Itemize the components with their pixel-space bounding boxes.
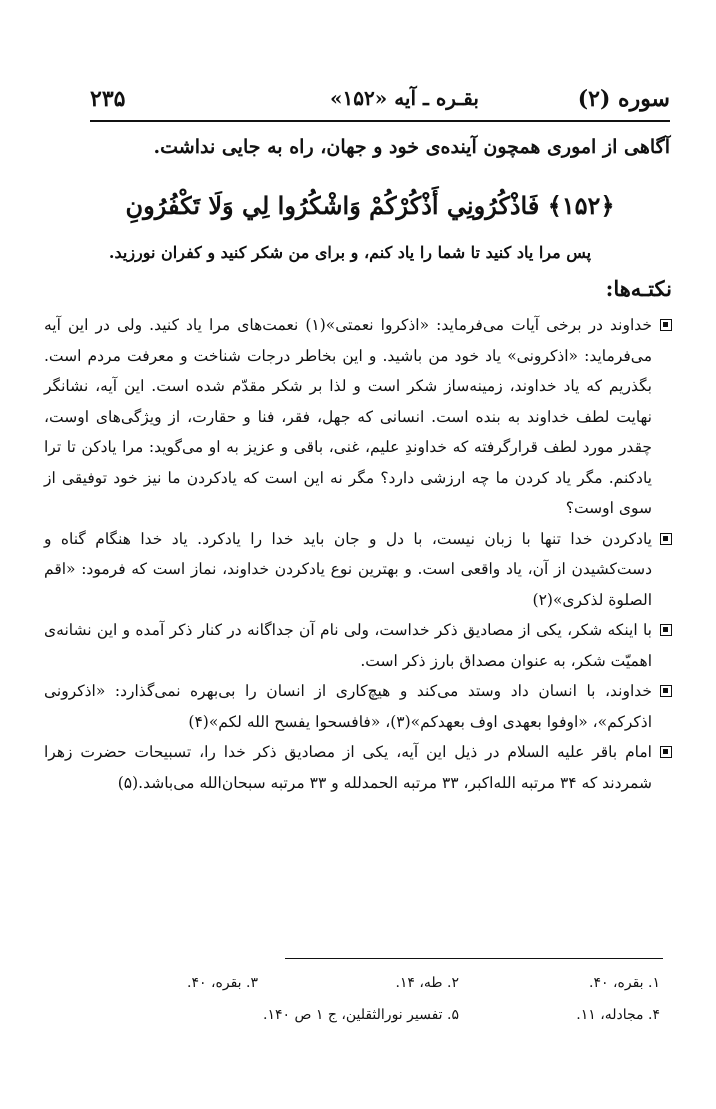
footnote-row: [60, 999, 660, 1031]
note-item: [44, 737, 672, 798]
note-item: [44, 524, 672, 616]
notes-list: [44, 310, 672, 798]
footnote: ۱. بقره، ۴۰.: [589, 975, 660, 991]
surah-title: سوره (۲): [577, 86, 670, 112]
footnote-row: [60, 967, 660, 999]
square-bullet-icon: [660, 533, 672, 545]
page-number: ۲۳۵: [90, 86, 126, 112]
footnotes: [60, 967, 660, 1031]
note-text: امام باقر علیه السلام در ذیل این آیه، یکی از مصادیق ذکر خدا را، تسبیحات حضرت زهرا شمردند که ۳۴ مرتبه الله‌اكبر، ۳۳ مرتبه الحمدلله و ۳۳ مرتبه سبحان‌الله می‌باشد.(۵): [44, 743, 652, 792]
note-text: یادکردن خدا تنها با زبان نیست، با دل و جان باید خدا را یادکرد. یاد خدا هنگام گناه و دست‌کشیدن از آن، یاد واقعی است. و بهترین نوع یادکردن خداوند، نماز است که فرمود: «اقم الصلوة لذكری»(۲): [44, 529, 652, 609]
section-label: بقـره ـ آیه «۱۵۲»: [330, 86, 479, 110]
note-item: [44, 310, 672, 524]
note-text: خداوند، با انسان داد وستد می‌کند و هیچ‌کاری از انسان را بی‌بهره نمی‌گذارد: «اذكرونی اذكركم»، «اوفوا بعهدی اوف بعهدكم»(۳)، «فافسحوا یفسح الله لكم»(۴): [44, 682, 652, 731]
note-text: با اینکه شکر، یکی از مصادیق ذکر خداست، ولی نام آن جداگانه در کنار ذکر آمده و این نشانه‌ی اهمیّت شکر، به عنوان مصداق بارز ذکر است.: [44, 621, 652, 670]
footnote: ۲. طه، ۱۴.: [395, 975, 459, 991]
quran-verse: ﴿۱۵۲﴾ فَاذْكُرُونِي أَذْكُرْكُمْ وَاشْكُرُوا لِي وَلَا تَكْفُرُونِ: [125, 191, 615, 220]
notes-heading: نکتـه‌ها:: [605, 276, 672, 301]
footnote-divider: [285, 958, 663, 959]
square-bullet-icon: [660, 685, 672, 697]
square-bullet-icon: [660, 746, 672, 758]
footnote: ۵. تفسیر نورالثقلین، ج ۱ ص ۱۴۰.: [263, 1007, 459, 1023]
footnote: ۳. بقره، ۴۰.: [187, 975, 258, 991]
note-text: خداوند در برخی آیات می‌فرماید: «اذكروا نعمتی»(۱) نعمت‌های مرا یاد کنید. ولی در این آیه می‌فرماید: «اذكرونی» یاد خود من باشید. و این بخاطر درجات شناخت و معرفت مردم است. بگذریم که یاد خداوند، زمینه‌ساز شکر است و لذا بر شکر مقدّم شده است. این آیه، نشانگر نهایت لطف خداوند به بنده است. انسانی که جهل، فقر، فنا و حقارت، از ویژگی‌های اوست، چقدر مورد لطف قرارگرفته که خداوندِ علیم، غنی، باقی و عزیز به او می‌گوید: مرا یادکن تا ترا یادکنم. مگر یاد کردن ما چه ارزشی دارد؟ مگر نه این است که یادکردن ما نیز خود توفیقی از سوی اوست؟: [44, 316, 652, 517]
square-bullet-icon: [660, 624, 672, 636]
note-item: [44, 676, 672, 737]
verse-translation: پس مرا یاد کنید تا شما را یاد کنم، و برای من شکر کنید و کفران نورزید.: [108, 243, 592, 262]
footnote: ۴. مجادله، ۱۱.: [576, 1007, 660, 1023]
intro-line: آگاهی از اموری همچون آینده‌ی خود و جهان، راه به جایی نداشت.: [153, 136, 670, 158]
header-divider: [90, 120, 670, 122]
square-bullet-icon: [660, 319, 672, 331]
note-item: [44, 615, 672, 676]
